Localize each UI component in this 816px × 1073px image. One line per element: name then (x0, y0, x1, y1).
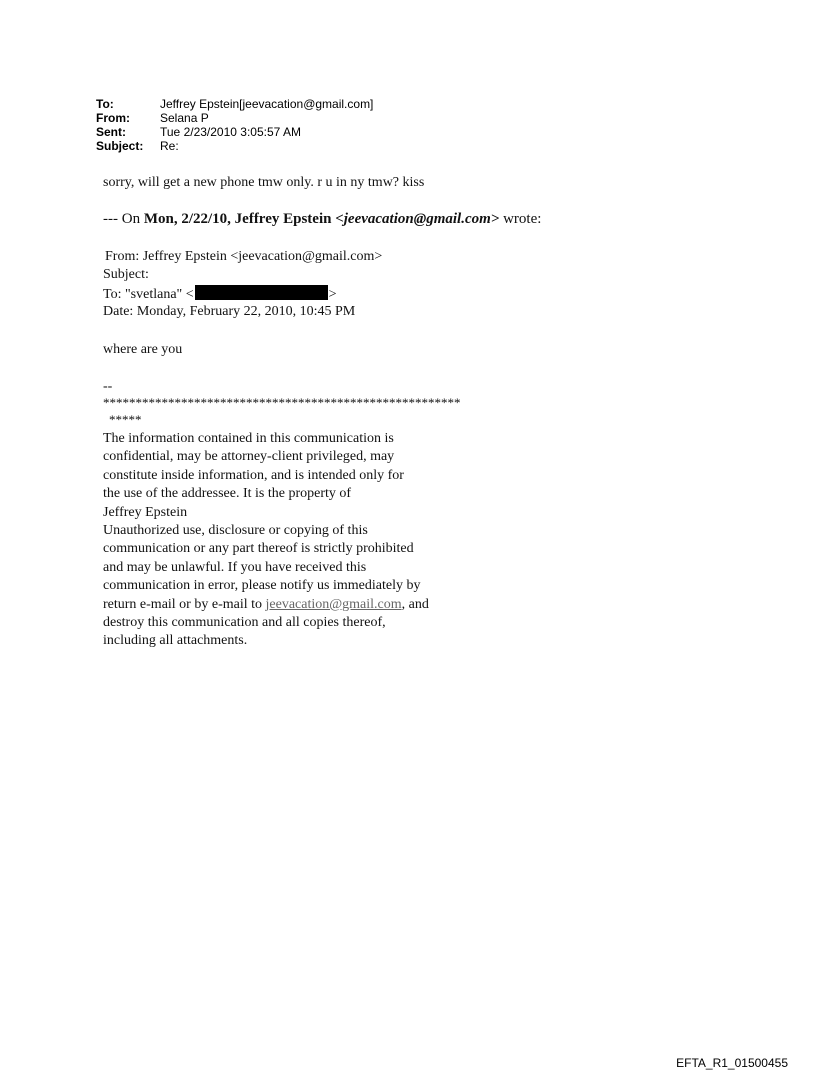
disclaimer-return-suffix: , and (401, 596, 429, 612)
to-label: To: (96, 97, 114, 111)
from-label: From: (96, 111, 130, 125)
sent-value: Tue 2/23/2010 3:05:57 AM (160, 125, 301, 139)
subject-row (96, 139, 373, 153)
signature-dashes: -- (103, 379, 113, 394)
to-row (96, 97, 373, 111)
document-id: EFTA_R1_01500455 (676, 1056, 788, 1070)
orig-to-prefix: To: "svetlana" < (103, 287, 194, 302)
quote-email: <jeevacation@gmail.com> (335, 211, 500, 227)
disclaimer-line: constitute inside information, and is intended only for (103, 467, 404, 483)
sent-row (96, 125, 373, 139)
orig-date: Date: Monday, February 22, 2010, 10:45 PM (103, 304, 356, 319)
quote-prefix: --- On (103, 211, 144, 227)
disclaimer-line: including all attachments. (103, 633, 248, 649)
disclaimer-line: confidential, may be attorney-client privileged, may (103, 449, 395, 465)
disclaimer-line: The information contained in this communication is (103, 431, 394, 446)
disclaimer-line: communication in error, please notify us immediately by (103, 578, 421, 594)
stars-line-long: ******************************************************* (103, 395, 461, 410)
disclaimer-line: and may be unlawful. If you have received this (103, 559, 367, 575)
from-row (96, 111, 373, 125)
orig-from: From: Jeffrey Epstein <jeevacation@gmail.com> (105, 249, 383, 264)
disclaimer-return-prefix: return e-mail or by e-mail to (103, 596, 266, 612)
orig-to (103, 285, 337, 303)
disclaimer-line: the use of the addressee. It is the property of (103, 486, 352, 502)
quote-header (103, 211, 541, 228)
disclaimer-line: Jeffrey Epstein (103, 504, 188, 520)
sent-label: Sent: (96, 125, 126, 139)
stars-line-short: ***** (109, 412, 142, 427)
disclaimer-line: communication or any part thereof is strictly prohibited (103, 541, 414, 557)
orig-subject: Subject: (103, 267, 149, 282)
reply-text: sorry, will get a new phone tmw only. r u in ny tmw? kiss (103, 175, 425, 190)
disclaimer-block (103, 430, 429, 651)
disclaimer-line: destroy this communication and all copies thereof, (103, 615, 386, 631)
email-header (96, 97, 373, 153)
orig-to-suffix: > (328, 287, 337, 302)
subject-value: Re: (160, 139, 179, 153)
disclaimer-line: Unauthorized use, disclosure or copying of this (103, 523, 368, 539)
orig-message: where are you (103, 342, 183, 357)
from-value: Selana P (160, 111, 209, 125)
redaction-box (195, 285, 328, 300)
subject-label: Subject: (96, 139, 144, 153)
email-link[interactable]: jeevacation@gmail.com (265, 596, 402, 612)
quote-date-sender: Mon, 2/22/10, Jeffrey Epstein (143, 211, 336, 227)
disclaimer-return-line (103, 596, 429, 614)
to-value: Jeffrey Epstein[jeevacation@gmail.com] (160, 97, 374, 111)
quote-suffix: wrote: (499, 211, 542, 227)
